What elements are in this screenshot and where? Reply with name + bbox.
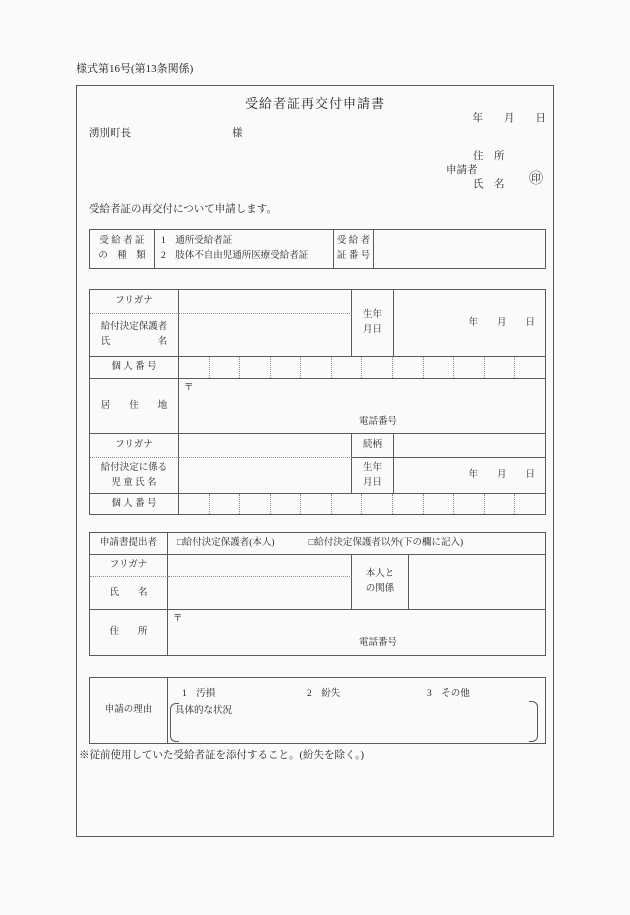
- personal-number-digit-cell[interactable]: [514, 494, 545, 514]
- personal-number-digit-cell[interactable]: [423, 494, 454, 514]
- submitter-relation-input[interactable]: [409, 555, 545, 610]
- guardian-birthdate-label: [352, 290, 394, 357]
- guardian-name-label: [90, 314, 179, 357]
- reason-content: [168, 678, 545, 743]
- personal-number-digit-cell[interactable]: [239, 357, 270, 378]
- personal-number-digit-cell[interactable]: [453, 357, 484, 378]
- guardian-birthdate-input[interactable]: 年 月 日: [394, 290, 545, 357]
- personal-number-digit-cell[interactable]: [453, 494, 484, 514]
- submitter-name-label: 氏 名: [90, 577, 168, 610]
- attachment-note: ※従前使用していた受給者証を添付すること。(紛失を除く。): [79, 750, 365, 761]
- guardian-furigana-input[interactable]: [179, 290, 352, 314]
- child-furigana-label: フリガナ: [90, 434, 179, 458]
- applicant-name-label: 氏 名: [473, 179, 505, 190]
- guardian-birthdate-label-line2: 月日: [362, 325, 382, 335]
- personal-number-digit-cell[interactable]: [300, 357, 331, 378]
- form-border-box: [76, 85, 554, 837]
- submitter-option-self-checkbox[interactable]: □給付決定保護者(本人): [177, 538, 275, 549]
- child-personal-number-label: 個 人 番 号: [90, 494, 179, 514]
- personal-number-digit-cell[interactable]: [423, 357, 454, 378]
- submitter-relation-label-line1: 本人と: [365, 569, 395, 580]
- date-fill-line[interactable]: 年 月 日: [472, 113, 546, 124]
- certificate-number-input[interactable]: [374, 230, 545, 268]
- personal-number-digit-cell[interactable]: [361, 494, 392, 514]
- submitter-furigana-input[interactable]: [168, 555, 352, 577]
- child-relation-label: 続柄: [352, 434, 394, 458]
- left-bracket-icon: [170, 703, 179, 742]
- reason-label: 申請の理由: [90, 678, 168, 743]
- certificate-type-label-line2: の 種 類: [98, 251, 146, 261]
- child-relation-input[interactable]: [394, 434, 545, 458]
- applicant-label: 申請者: [446, 165, 478, 176]
- child-furigana-input[interactable]: [179, 434, 352, 458]
- submitter-table: [89, 532, 546, 656]
- right-bracket-icon: [529, 701, 538, 742]
- addressee: 湧別町長: [89, 128, 131, 139]
- submitter-furigana-label: フリガナ: [90, 555, 168, 577]
- child-name-input[interactable]: [179, 458, 352, 494]
- reason-detail-label: 具体的な状況: [175, 706, 233, 716]
- reason-option-other[interactable]: 3 その他: [427, 689, 470, 699]
- certificate-type-table: [89, 229, 546, 269]
- addressee-honorific: 様: [232, 128, 243, 139]
- personal-number-digit-cell[interactable]: [270, 357, 301, 378]
- reason-option-loss[interactable]: 2 紛失: [307, 689, 341, 699]
- personal-number-digit-cell[interactable]: [331, 357, 362, 378]
- submitter-label: 申請書提出者: [90, 533, 168, 555]
- guardian-child-table: [89, 289, 546, 515]
- child-personal-number-cells: [179, 494, 545, 514]
- submitter-option-other-checkbox[interactable]: □給付決定保護者以外(下の欄に記入): [308, 538, 464, 549]
- reason-detail-input[interactable]: [182, 718, 522, 738]
- personal-number-digit-cell[interactable]: [209, 494, 240, 514]
- personal-number-digit-cell[interactable]: [361, 357, 392, 378]
- personal-number-digit-cell[interactable]: [270, 494, 301, 514]
- child-name-label-line1: 給付決定に係る: [100, 462, 168, 473]
- personal-number-digit-cell[interactable]: [392, 494, 423, 514]
- form-number: 様式第16号(第13条関係): [76, 63, 194, 75]
- guardian-name-label-line1: 給付決定保護者: [100, 322, 168, 333]
- certificate-option-tsusho[interactable]: 1 通所受給者証: [161, 236, 233, 247]
- certificate-type-options: [155, 230, 334, 268]
- personal-number-digit-cell[interactable]: [392, 357, 423, 378]
- child-birthdate-label-line2: 月日: [362, 477, 382, 488]
- personal-number-digit-cell[interactable]: [484, 357, 515, 378]
- certificate-number-label-line2: 証 番 号: [336, 251, 371, 261]
- postal-mark: 〒: [173, 614, 183, 624]
- personal-number-digit-cell[interactable]: [300, 494, 331, 514]
- residence-input[interactable]: [179, 379, 545, 434]
- submitter-address-input[interactable]: [168, 610, 545, 655]
- certificate-type-label: [90, 230, 155, 268]
- child-name-label: [90, 458, 179, 494]
- guardian-name-label-line2: 氏 名: [100, 337, 168, 347]
- personal-number-digit-cell[interactable]: [179, 357, 209, 378]
- certificate-type-label-line1: 受 給 者 証: [99, 236, 145, 247]
- child-name-label-line2: 児 童 氏 名: [111, 477, 157, 488]
- personal-number-digit-cell[interactable]: [179, 494, 209, 514]
- submitter-phone-label: 電話番号: [359, 638, 398, 649]
- certificate-number-label-line1: 受 給 者: [336, 236, 371, 247]
- submitter-options: [168, 533, 545, 555]
- residence-label: 居 住 地: [90, 379, 179, 434]
- submitter-relation-label: [352, 555, 409, 610]
- intro-text: 受給者証の再交付について申請します。: [89, 204, 277, 215]
- child-birthdate-label-line1: 生年: [362, 462, 382, 473]
- postal-mark: 〒: [184, 383, 194, 393]
- seal-mark-icon: ㊞: [529, 172, 543, 187]
- reason-table: [89, 677, 546, 744]
- personal-number-digit-cell[interactable]: [514, 357, 545, 378]
- personal-number-digit-cell[interactable]: [209, 357, 240, 378]
- form-title: 受給者証再交付申請書: [244, 96, 385, 111]
- guardian-personal-number-label: 個 人 番 号: [90, 357, 179, 379]
- personal-number-digit-cell[interactable]: [331, 494, 362, 514]
- personal-number-digit-cell[interactable]: [239, 494, 270, 514]
- certificate-number-label: [334, 230, 374, 268]
- child-birthdate-label: [352, 458, 394, 494]
- guardian-personal-number-cells: [179, 357, 545, 379]
- guardian-birthdate-label-line1: 生年: [362, 310, 382, 321]
- submitter-relation-label-line2: の関係: [365, 584, 395, 594]
- guardian-name-input[interactable]: [179, 314, 352, 357]
- child-birthdate-input[interactable]: 年 月 日: [394, 458, 545, 494]
- submitter-address-label: 住 所: [90, 610, 168, 655]
- certificate-option-shitai[interactable]: 2 肢体不自由児通所医療受給者証: [161, 251, 309, 261]
- personal-number-digit-cell[interactable]: [484, 494, 515, 514]
- submitter-name-input[interactable]: [168, 577, 352, 610]
- guardian-furigana-label: フリガナ: [90, 290, 179, 314]
- applicant-address-label: 住 所: [473, 151, 505, 162]
- reason-option-damage[interactable]: 1 汚損: [182, 689, 216, 699]
- guardian-phone-label: 電話番号: [359, 417, 398, 428]
